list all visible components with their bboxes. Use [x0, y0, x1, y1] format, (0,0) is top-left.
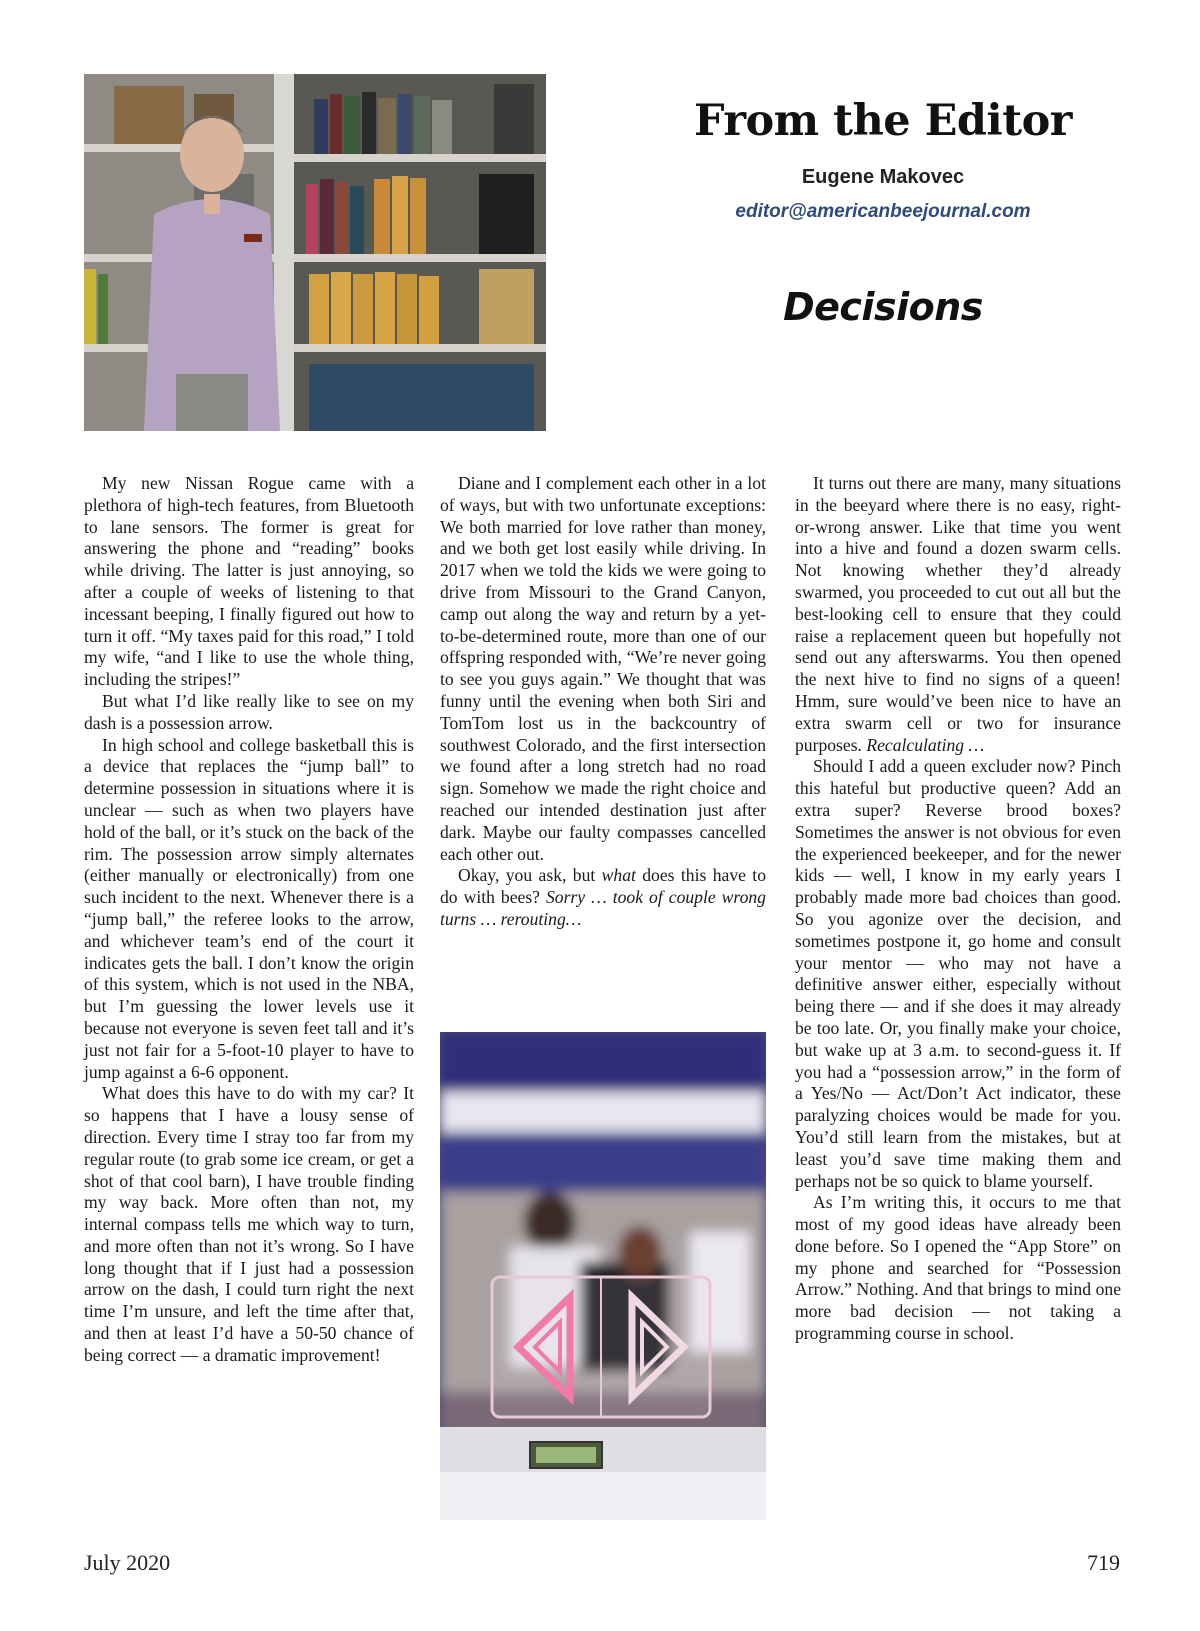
- paragraph: As I’m writing this, it occurs to me that most of my good ideas have already been done before. So I opened the “App Store” on my phone and searched for “Possession Arrow.” Nothing. And that brings to mind one more bad decision — not taking a programming course in school.: [795, 1192, 1121, 1344]
- text-run: It turns out there are many, many situations in the beeyard where there is no easy, right-or-wrong answer. Like that time you went into a hive and found a dozen swarm cells. Not knowing whether they’d already swarmed, you proceeded to cut out all but the best-looking cell to ensure that they could raise a replacement queen but hopefully not send out any afterswarms. You then opened the next hive to find no signs of a queen! Hmm, sure would’ve been nice to have an extra swarm cell or two for insurance purposes.: [795, 473, 1121, 755]
- masthead: [600, 92, 1166, 329]
- article-column-1: [84, 473, 414, 1367]
- paragraph: In high school and college basketball this is a device that replaces the “jump ball” to determine possession in situations where it is unclear — such as when two players have hold of the ball, or it’s stuck on the back of the rim. The possession arrow simply alternates (either manually or electronically) from one such incident to the next. Whenever there is a “jump ball,” the referee looks to the arrow, and whichever team’s end of the court it indicates gets the ball. I don’t know the origin of this system, which is not used in the NBA, but I’m guessing the lower levels use it because not everyone is seven feet tall and it’s just not fair for a 5-foot-10 player to have to jump against a 6-6 opponent.: [84, 734, 414, 1082]
- author-name: Eugene Makovec: [801, 166, 965, 188]
- paragraph: Should I add a queen excluder now? Pinch this hateful but productive queen? Add an extra super? Reverse brood boxes? Sometimes the answer is not obvious for even the experienced beekeeper, and for the newer kids — well, I know in my early years I probably made more bad choices than good. So you agonize over the decision, and sometimes postpone it, go home and consult your mentor — who may not have a definitive answer either, especially without being there — and if she does it may already be too late. Or, you finally make your choice, but wake up at 3 a.m. to second-guess it. If you had a “possession arrow,” in the form of a Yes/No — Act/Don’t Act indicator, these paralyzing choices would be made for you. You’d still learn from the mistakes, but at least you’d save time making them and perhaps not be so quick to blame yourself.: [795, 756, 1121, 1191]
- page-number: 719: [1087, 1550, 1120, 1575]
- paragraph: But what I’d like really like to see on my dash is a possession arrow.: [84, 690, 414, 733]
- article-column-3: [795, 473, 1121, 1345]
- text-run: Okay, you ask, but: [458, 865, 602, 886]
- column-title: From the Editor: [694, 96, 1072, 146]
- editor-portrait-illustration: [84, 74, 546, 431]
- paragraph: Diane and I complement each other in a lot of ways, but with two unfortunate exceptions: We both married for love rather than money, and we both get lost easily while driving. In 2017 when we told the kids we were going to drive from Missouri to the Grand Canyon, camp out along the way and return by a yet-to-be-determined route, more than one of our offspring responded with, “We’re never going to see you guys again.” We thought that was funny until the evening when both Siri and TomTom lost us in the backcountry of southwest Colorado, and the first intersection we found after a long stretch had no road sign. Somehow we made the right choice and reached our intended destination just after dark. Maybe our faulty compasses cancelled each other out.: [440, 473, 766, 864]
- article-headline: Decisions: [783, 285, 983, 329]
- paragraph: [440, 865, 766, 930]
- author-email[interactable]: editor@americanbeejournal.com: [735, 201, 1031, 222]
- paragraph: What does this have to do with my car? It so happens that I have a lousy sense of direction. Every time I stray too far from my regular route (to grab some ice cream, or get a shot of that cool barn), I have trouble finding my way back. More often than not, my internal compass tells me which way to turn, and more often than not it’s wrong. So I have long thought that if I just had a possession arrow on the dash, I could turn right the next time I’m unsure, and left the time after that, and then at least I’d have a 50-50 chance of being correct — a dramatic improvement!: [84, 1083, 414, 1365]
- paragraph: My new Nissan Rogue came with a plethora of high-tech features, from Bluetooth to lane sensors. The former is great for answering the phone and “reading” books while driving. The latter is just annoying, so after a couple of weeks of listening to that incessant beeping, I finally figured out how to turn it off. “My taxes paid for this road,” I told my wife, “and I like to use the whole thing, including the stripes!”: [84, 473, 414, 690]
- issue-date: July 2020: [84, 1550, 171, 1575]
- editor-portrait-photo: [84, 74, 546, 431]
- italic-run: Sorry … took of couple wrong turns … rerouting…: [440, 887, 766, 929]
- possession-arrow-illustration: [440, 1032, 766, 1520]
- italic-run: what: [601, 865, 636, 886]
- italic-run: Recalculating …: [866, 734, 985, 755]
- text-run: does this have to do with bees?: [440, 865, 766, 908]
- paragraph: [795, 473, 1121, 756]
- possession-arrow-photo: [440, 1032, 766, 1520]
- article-column-2: [440, 473, 766, 931]
